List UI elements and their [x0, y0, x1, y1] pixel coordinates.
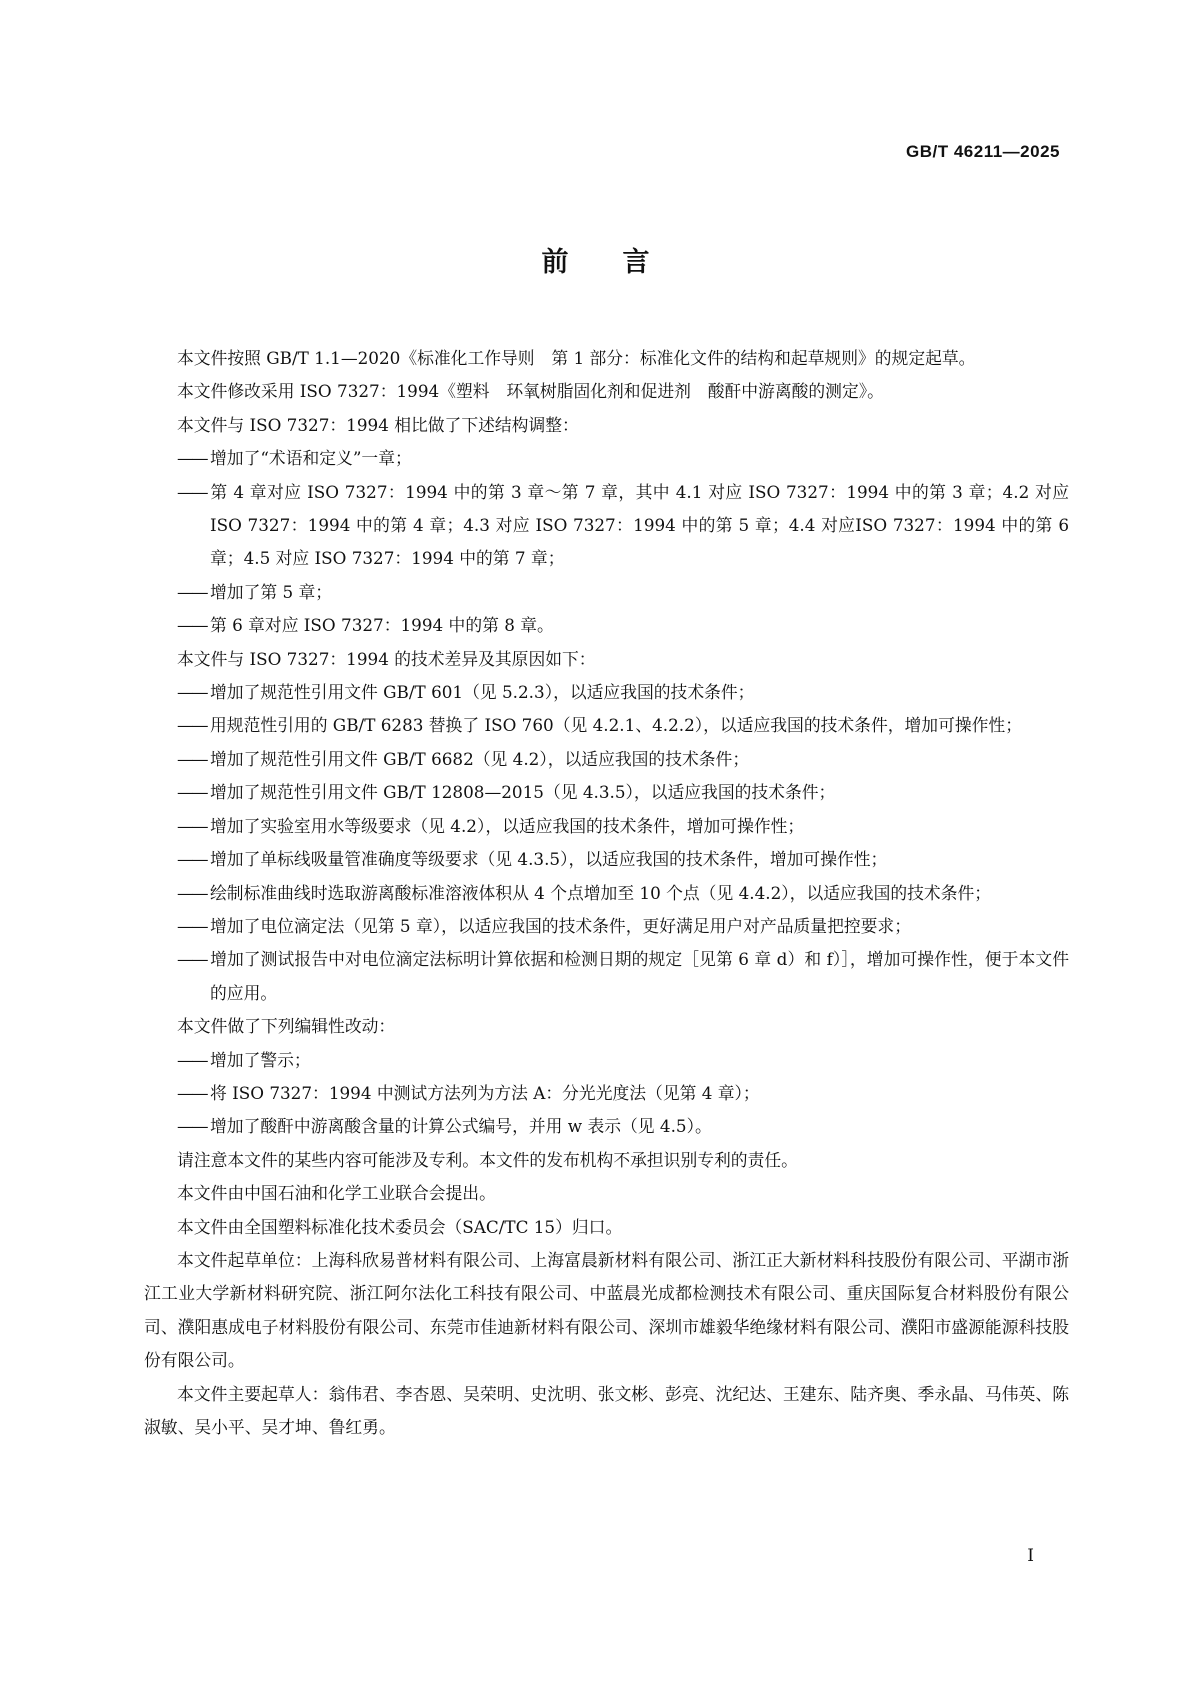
list-item-text: 增加了“术语和定义”一章； [210, 448, 412, 469]
list-item [144, 943, 1069, 1010]
paragraph-editorial-intro: 本文件做了下列编辑性改动： [177, 1016, 396, 1037]
list-item-text: 增加了警示； [210, 1049, 311, 1070]
dash-mark: —— [177, 1049, 207, 1070]
list-item-text: 增加了规范性引用文件 GB/T 6682（见 4.2），以适应我国的技术条件； [210, 748, 750, 769]
page-title [0, 240, 1191, 279]
list-item [144, 743, 1069, 776]
list-item [144, 776, 1069, 809]
paragraph-committee: 本文件由全国塑料标准化技术委员会（SAC/TC 15）归口。 [177, 1216, 623, 1237]
list-item-text: 增加了酸酐中游离酸含量的计算公式编号，并用 w 表示（见 4.5）。 [210, 1116, 712, 1137]
list-item-text: 增加了规范性引用文件 GB/T 12808—2015（见 4.3.5），以适应我国的技术条件； [210, 782, 836, 803]
list-item [144, 1077, 1069, 1110]
paragraph-drafting-rules: 本文件按照 GB/T 1.1—2020《标准化工作导则 第 1 部分：标准化文件的结构和起草规则》的规定起草。 [177, 348, 976, 368]
dash-mark: —— [177, 949, 207, 970]
list-item [144, 476, 1069, 576]
page-number: I [1027, 1546, 1034, 1566]
list-item [144, 676, 1069, 709]
list-item-text: 增加了测试报告中对电位滴定法标明计算依据和检测日期的规定［见第 6 章 d）和 f）］，增加可操作性，便于本文件的应用。 [210, 949, 1069, 1003]
list-item [144, 609, 1069, 642]
dash-mark: —— [177, 782, 207, 803]
list-item-text: 第 4 章对应 ISO 7327：1994 中的第 3 章～第 7 章，其中 4.1 对应 ISO 7327：1994 中的第 3 章；4.2 对应 ISO 7327：1994 中的第 4 章；4.3 对应 ISO 7327：1994 中的第 5 章；4.4 对应ISO 7327：1994 中的第 6 章；4.5 对应 ISO 7327：1994 中的第 7 章； [210, 481, 1069, 569]
paragraph-technical-intro: 本文件与 ISO 7327：1994 的技术差异及其原因如下： [177, 648, 596, 669]
list-item [144, 843, 1069, 876]
paragraph-drafting-organizations: 本文件起草单位：上海科欣易普材料有限公司、上海富晨新材料有限公司、浙江正大新材料科技股份有限公司、平湖市浙江工业大学新材料研究院、浙江阿尔法化工科技有限公司、中蓝晨光成都检测技术有限公司、重庆国际复合材料股份有限公司、濮阳惠成电子材料股份有限公司、东莞市佳迪新材料有限公司、深圳市雄毅华绝缘材料有限公司、濮阳市盛源能源科技股份有限公司。 [144, 1249, 1069, 1371]
paragraph-drafters: 本文件主要起草人：翁伟君、李杏恩、吴荣明、史沈明、张文彬、彭亮、沈纪达、王建东、陆齐奥、季永晶、马伟英、陈淑敏、吴小平、吴才坤、鲁红勇。 [144, 1383, 1069, 1437]
paragraph-adoption: 本文件修改采用 ISO 7327：1994《塑料 环氧树脂固化剂和促进剂 酸酐中游离酸的测定》。 [177, 381, 884, 402]
dash-mark: —— [177, 882, 207, 903]
title-char: 前 [541, 247, 569, 278]
dash-mark: —— [177, 849, 207, 870]
list-item [144, 810, 1069, 843]
list-item-text: 将 ISO 7327：1994 中测试方法列为方法 A：分光光度法（见第 4 章）； [210, 1082, 760, 1103]
dash-mark: —— [177, 748, 207, 769]
title-char: 言 [622, 247, 650, 278]
dash-mark: —— [177, 682, 207, 703]
paragraph-proposer: 本文件由中国石油和化学工业联合会提出。 [177, 1183, 496, 1204]
list-item-text: 增加了电位滴定法（见第 5 章），以适应我国的技术条件，更好满足用户对产品质量把控要求； [210, 915, 911, 936]
dash-mark: —— [177, 715, 207, 736]
dash-mark: —— [177, 481, 207, 502]
foreword-body [144, 342, 1069, 1444]
dash-mark: —— [177, 448, 207, 469]
list-item-text: 第 6 章对应 ISO 7327：1994 中的第 8 章。 [210, 615, 554, 636]
list-item [144, 709, 1069, 742]
paragraph-patent-notice: 请注意本文件的某些内容可能涉及专利。本文件的发布机构不承担识别专利的责任。 [177, 1149, 798, 1170]
paragraph-structure-intro: 本文件与 ISO 7327：1994 相比做了下述结构调整： [177, 414, 579, 435]
list-item [144, 877, 1069, 910]
list-item [144, 576, 1069, 609]
dash-mark: —— [177, 815, 207, 836]
list-item [144, 442, 1069, 475]
dash-mark: —— [177, 915, 207, 936]
list-item-text: 增加了实验室用水等级要求（见 4.2），以适应我国的技术条件，增加可操作性； [210, 815, 805, 836]
list-item-text: 增加了单标线吸量管准确度等级要求（见 4.3.5），以适应我国的技术条件，增加可操作性； [210, 849, 888, 870]
dash-mark: —— [177, 581, 207, 602]
list-item [144, 1110, 1069, 1143]
list-item [144, 1044, 1069, 1077]
dash-mark: —— [177, 615, 207, 636]
dash-mark: —— [177, 1116, 207, 1137]
list-item [144, 910, 1069, 943]
list-item-text: 用规范性引用的 GB/T 6283 替换了 ISO 760（见 4.2.1、4.2.2），以适应我国的技术条件，增加可操作性； [210, 715, 1022, 736]
list-item-text: 增加了第 5 章； [210, 581, 333, 602]
dash-mark: —— [177, 1082, 207, 1103]
list-item-text: 绘制标准曲线时选取游离酸标准溶液体积从 4 个点增加至 10 个点（见 4.4.2），以适应我国的技术条件； [210, 882, 992, 903]
standard-number: GB/T 46211—2025 [906, 142, 1060, 161]
list-item-text: 增加了规范性引用文件 GB/T 601（见 5.2.3），以适应我国的技术条件； [210, 682, 755, 703]
